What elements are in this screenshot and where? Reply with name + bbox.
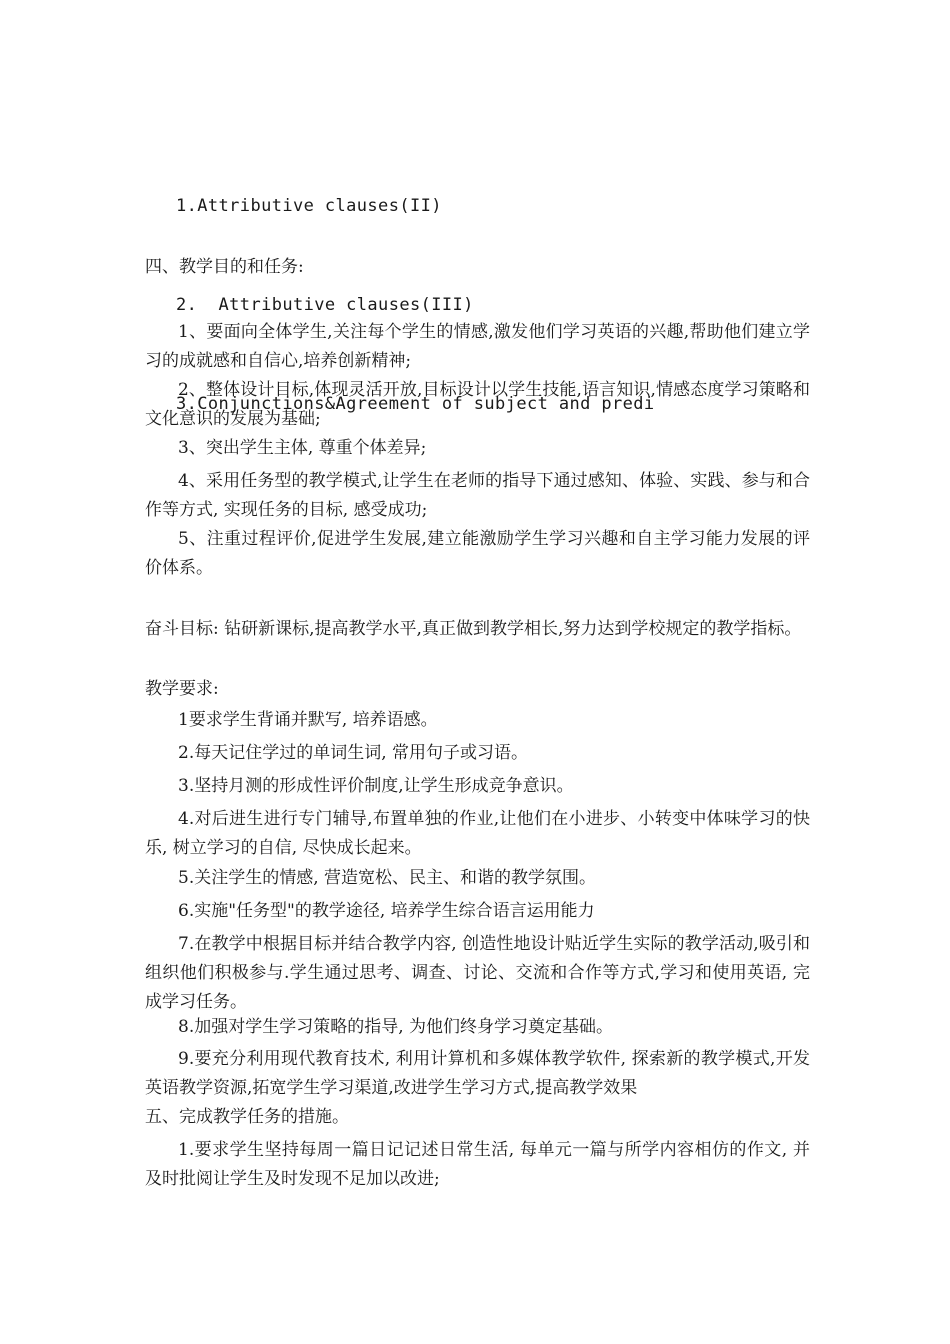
requirement-item: 9.要充分利用现代教育技术, 利用计算机和多媒体教学软件, 探索新的教学模式,开发英语教学资源,拓宽学生学习渠道,改进学生学习方式,提高教学效果 [145,1049,810,1098]
section5-heading: 五、完成教学任务的措施。 [145,1107,349,1127]
section4-heading: 四、教学目的和任务: [145,257,304,277]
requirement-item: 5.关注学生的情感, 营造宽松、民主、和谐的教学氛围。 [178,868,597,888]
section4-item: 5、注重过程评价,促进学生发展,建立能激励学生学习兴趣和自主学习能力发展的评价体系。 [145,529,810,578]
requirement-item: 2.每天记住学过的单词生词, 常用句子或习语。 [178,743,529,763]
requirement-item: 6.实施"任务型"的教学途径, 培养学生综合语言运用能力 [178,901,595,921]
requirement-item: 1要求学生背诵并默写, 培养语感。 [178,710,438,730]
topic-item: 3.Conjunctions&Agreement of subject and predi [176,394,655,414]
section4-item: 4、采用任务型的教学模式,让学生在老师的指导下通过感知、体验、实践、参与和合作等方式, 实现任务的目标, 感受成功; [145,471,810,520]
section4-item: 2、整体设计目标,体现灵活开放,目标设计以学生技能,语言知识,情感态度学习策略和文化意识的发展为基础; [145,380,810,429]
requirement-item: 7.在教学中根据目标并结合教学内容, 创造性地设计贴近学生实际的教学活动,吸引和组织他们积极参与.学生通过思考、调查、讨论、交流和合作等方式,学习和使用英语, 完成学习任务。 [145,934,810,1012]
section5-item: 1.要求学生坚持每周一篇日记记述日常生活, 每单元一篇与所学内容相仿的作文, 并及时批阅让学生及时发现不足加以改进; [145,1140,810,1189]
section4-item: 3、突出学生主体, 尊重个体差异; [178,438,427,458]
topic-item: 1.Attributive clauses(II) [176,196,442,216]
requirement-item: 4.对后进生进行专门辅导,布置单独的作业,让他们在小进步、小转变中体味学习的快乐, 树立学习的自信, 尽快成长起来。 [145,809,810,858]
requirements-heading: 教学要求: [145,679,219,699]
goal-text: 奋斗目标: 钻研新课标,提高教学水平,真正做到教学相长,努力达到学校规定的教学指标。 [145,619,802,639]
section4-item: 1、要面向全体学生,关注每个学生的情感,激发他们学习英语的兴趣,帮助他们建立学习的成就感和自信心,培养创新精神; [145,322,810,371]
requirement-item: 3.坚持月测的形成性评价制度,让学生形成竞争意识。 [178,776,574,796]
requirement-item: 8.加强对学生学习策略的指导, 为他们终身学习奠定基础。 [178,1017,614,1037]
topic-item: 2. Attributive clauses(III) [176,295,474,315]
